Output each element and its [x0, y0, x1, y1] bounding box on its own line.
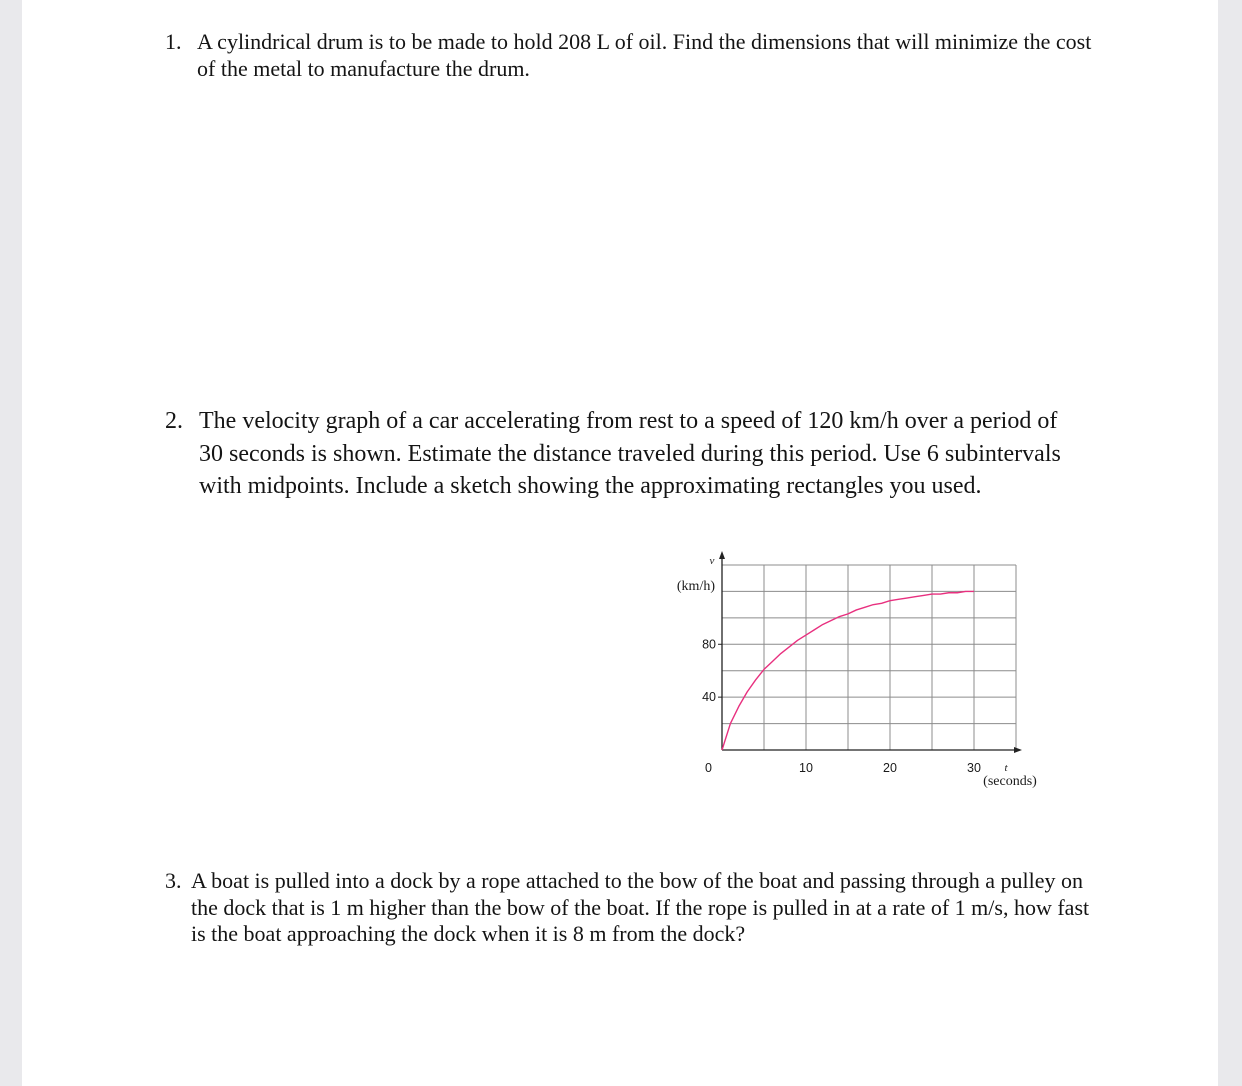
problem-text: The velocity graph of a car accelerating from rest to a speed of 120 km/h over a period of 30 seconds is shown. Estimate the distance traveled during this period. Use 6 subintervals with midpoints. Include a sketch showing the approximating rectangles you used. — [199, 408, 1061, 499]
problem-text: A boat is pulled into a dock by a rope attached to the bow of the boat and passing through a pulley on the dock that is 1 m higher than the bow of the boat. If the rope is pulled in at a rate of 1 m/s, how fast is the boat approaching the dock when it is 8 m from the dock? — [191, 868, 1090, 946]
y-tick-label: 40 — [702, 690, 716, 705]
velocity-graph — [622, 550, 1062, 810]
problem-number: 3. — [165, 868, 182, 893]
problem-1 — [165, 28, 1105, 82]
problem-3 — [165, 868, 1105, 948]
problem-number: 1. — [165, 29, 182, 54]
x-axis-arrow — [1014, 747, 1022, 753]
labels — [677, 555, 1037, 789]
document-page — [22, 0, 1218, 1086]
problem-2 — [165, 405, 1065, 503]
problem-number: 2. — [165, 408, 183, 434]
x-tick-label: 20 — [883, 761, 897, 775]
y-tick-label: 80 — [702, 637, 716, 652]
grid — [722, 565, 1016, 750]
x-tick-label: 0 — [705, 761, 712, 775]
problem-text: A cylindrical drum is to be made to hold 208 L of oil. Find the dimensions that will minimize the cost of the metal to manufacture the drum. — [197, 29, 1092, 81]
x-axis-variable: t — [1004, 762, 1008, 774]
y-axis-arrow — [719, 551, 725, 559]
y-axis-unit: (km/h) — [676, 579, 715, 594]
velocity-chart — [622, 550, 1062, 810]
x-tick-label: 10 — [799, 761, 813, 775]
x-tick-label: 30 — [967, 761, 981, 775]
y-axis-variable: v — [709, 555, 715, 567]
x-axis-unit: (seconds) — [983, 774, 1037, 789]
